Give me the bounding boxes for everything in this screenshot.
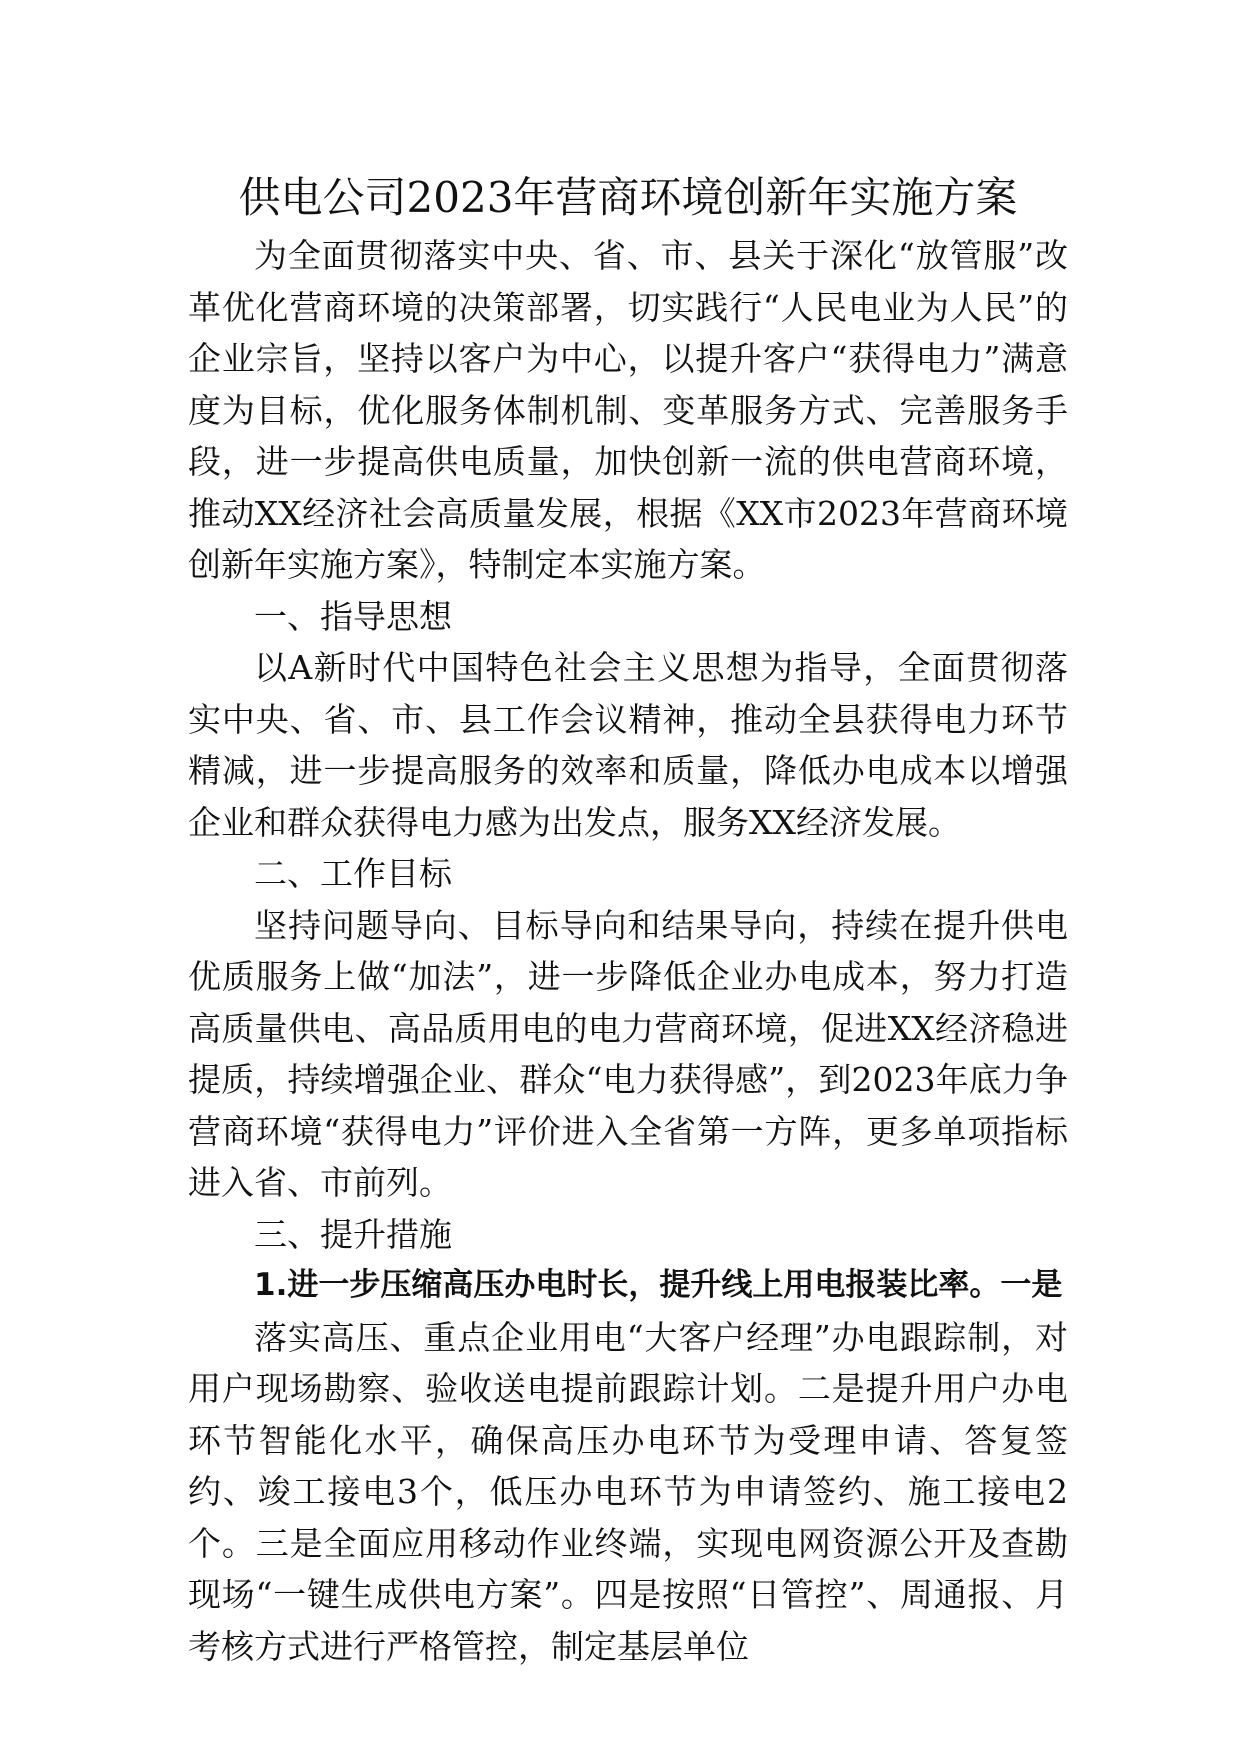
work-goals-paragraph: 坚持问题导向、目标导向和结果导向，持续在提升供电优质服务上做“加法”，进一步降低企业办电成本，努力打造高质量供电、高品质用电的电力营商环境，促进XX经济稳进提质，持续增强企业、群众“电力获得感”，到2023年底力争营商环境“获得电力”评价进入全省第一方阵，更多单项指标进入省、市前列。 (188, 905, 1068, 1202)
guiding-ideology-paragraph: 以A新时代中国特色社会主义思想为指导，全面贯彻落实中央、省、市、县工作会议精神，推动全县获得电力环节精减，进一步提高服务的效率和质量，降低办电成本以增强企业和群众获得电力感为出发点，服务XX经济发展。 (188, 648, 1068, 842)
section-heading-guiding-ideology: 一、指导思想 (254, 596, 452, 636)
intro-paragraph: 为全面贯彻落实中央、省、市、县关于深化“放管服”改革优化营商环境的决策部署，切实践行“人民电业为人民”的企业宗旨，坚持以客户为中心，以提升客户“获得电力”满意度为目标，优化服务体制机制、变革服务方式、完善服务手段，进一步提高供电质量，加快创新一流的供电营商环境，推动XX经济社会高质量发展，根据《XX市2023年营商环境创新年实施方案》，特制定本实施方案。 (188, 236, 1068, 584)
document-title: 供电公司2023年营商环境创新年实施方案 (238, 173, 1018, 222)
section-heading-measures: 三、提升措施 (254, 1214, 452, 1254)
measure-1-paragraph: 落实高压、重点企业用电“大客户经理”办电跟踪制，对用户现场勘察、验收送电提前跟踪计划。二是提升用户办电环节智能化水平，确保高压办电环节为受理申请、答复签约、竣工接电3个，低压办电环节为申请签约、施工接电2个。三是全面应用移动作业终端，实现电网资源公开及查勘现场“一键生成供电方案”。四是按照“日管控”、周通报、月考核方式进行严格管控，制定基层单位 (188, 1317, 1068, 1666)
measure-1-heading: 1.进一步压缩高压办电时长，提升线上用电报装比率。一是 (254, 1267, 1063, 1303)
section-heading-work-goals: 二、工作目标 (254, 854, 452, 893)
document-page (188, 168, 1068, 1672)
